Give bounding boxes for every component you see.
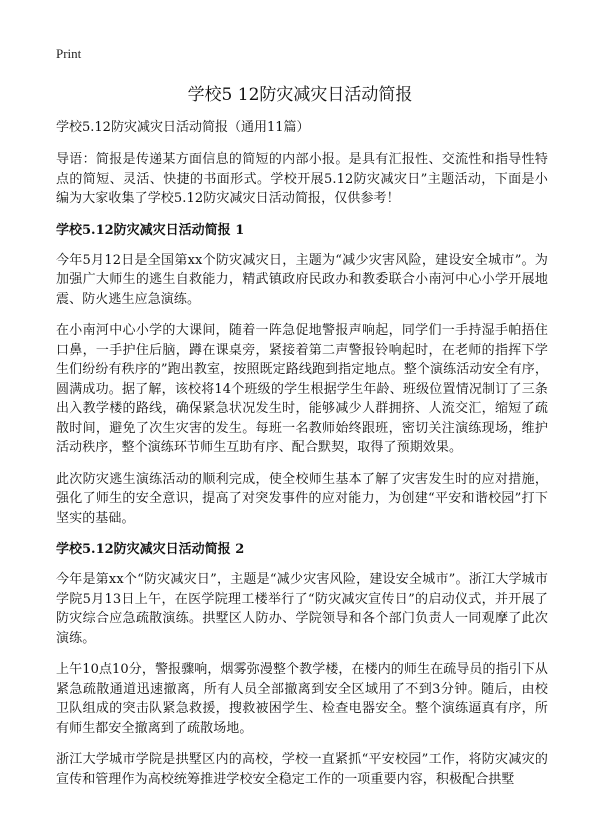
section-paragraph: 今年5月12日是全国第xx个防灾减灾日，主题为“减少灾害风险，建设安全城市”。为加强广大师生的逃生自救能力，精武镇政府民政办和教委联合小南河中心小学开展地震、防火逃生应急演练。 [56,252,548,307]
section-paragraph: 今年是第xx个“防灾减灾日”，主题是“减少灾害风险，建设安全城市”。浙江大学城市学院5月13日上午，在医学院理工楼举行了“防灾减灾宣传日”的启动仪式，并开展了防灾综合应急疏散演练。拱墅区人防办、学院领导和各个部门负责人一同观摩了此次演练。 [56,572,548,646]
print-link[interactable]: Print [56,46,82,61]
document-subtitle: 学校5.12防灾减灾日活动简报（通用11篇） [56,120,310,135]
section-paragraph: 浙江大学城市学院是拱墅区内的高校，学校一直紧抓“平安校园”工作，将防灾减灾的宣传和管理作为高校统筹推进学校安全稳定工作的一项重要内容，积极配合拱墅 [56,752,548,787]
section-paragraph: 此次防灾逃生演练活动的顺利完成，使全校师生基本了解了灾害发生时的应对措施，强化了师生的安全意识，提高了对突发事件的应对能力，为创建“平安和谐校园”打下坚实的基础。 [56,471,548,526]
document-title: 学校5 12防灾减灾日活动简报 [187,85,413,105]
section-heading: 学校5.12防灾减灾日活动简报 2 [56,542,245,557]
section-heading: 学校5.12防灾减灾日活动简报 1 [56,222,245,238]
intro-paragraph: 导语：简报是传递某方面信息的简短的内部小报。是具有汇报性、交流性和指导性特点的简短、灵活、快捷的书面形式。学校开展5.12防灾减灾日”主题活动，下面是小编为大家收集了学校5.12防灾减灾日活动简报，仅供参考！ [56,152,548,206]
section-paragraph: 在小南河中心小学的大课间，随着一阵急促地警报声响起，同学们一手持湿手帕捂住口鼻，一手护住后脑，蹲在课桌旁，紧接着第二声警报铃响起时，在老师的指挥下学生们纷纷有秩序的”跑出教室，按照既定路线跑到指定地点。整个演练活动安全有序，圆满成功。据了解，该校将14个班级的学生根据学生年龄、班级位置情况制订了三条出入教学楼的路线，确保紧急状况发生时，能够减少人群拥挤、人流交汇，缩短了疏散时间，避免了次生灾害的发生。每班一名教师始终跟班，密切关注演练现场，维护活动秩序，整个演练环节师生互助有序、配合默契，取得了预期效果。 [56,323,548,455]
section-paragraph: 上午10点10分，警报骤响，烟雾弥漫整个教学楼，在楼内的师生在疏导员的指引下从紧急疏散通道迅速撤离，所有人员全部撤离到安全区域用了不到3分钟。随后，由校卫队组成的突击队紧急救援，搜救被困学生、检查电器安全。整个演练逼真有序，所有师生都安全撤离到了疏散场地。 [56,662,548,736]
document-body [56,118,548,801]
report-section-1 [56,221,548,529]
report-section-2 [56,540,548,789]
